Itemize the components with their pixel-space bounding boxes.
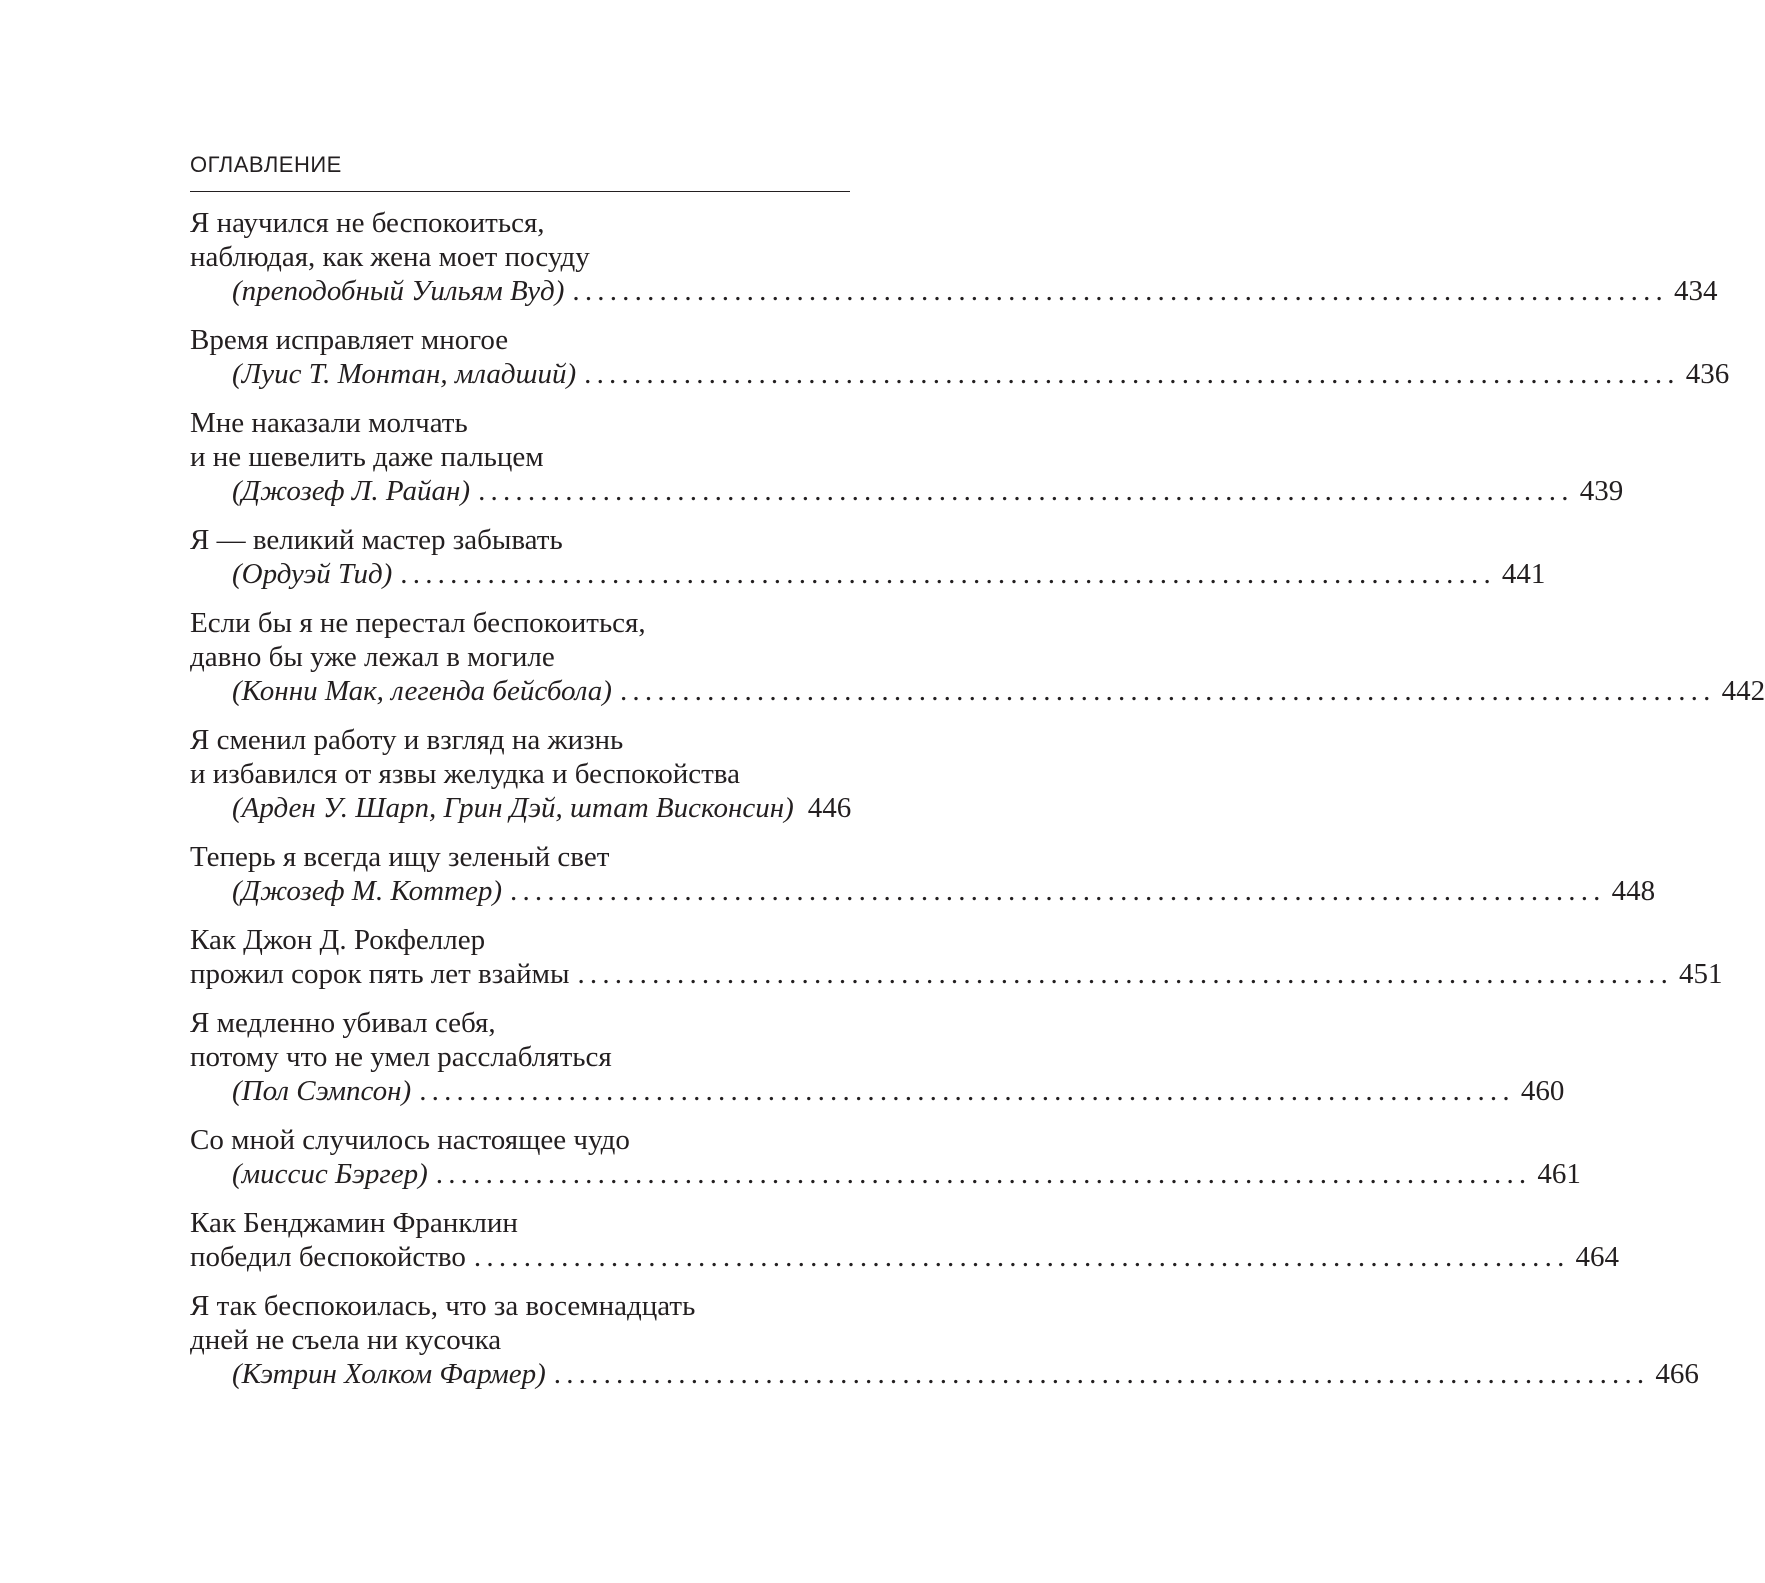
entry-author: (Конни Мак, легенда бейсбола) [232, 675, 612, 707]
toc-entry[interactable] [190, 206, 1718, 308]
entry-title-line: потому что не умел расслабляться [190, 1041, 612, 1073]
entry-page-number: 460 [1520, 1075, 1565, 1107]
dot-leader: ........................................................................................ [400, 558, 1496, 590]
entry-page-number: 439 [1579, 475, 1624, 507]
toc-entry[interactable] [190, 723, 852, 825]
entry-title-line: Я — великий мастер забывать [190, 524, 563, 556]
entry-author: (Джозеф Л. Райан) [232, 475, 471, 507]
entry-author: (миссис Бэргер) [232, 1158, 428, 1190]
entry-leader-line [190, 274, 1718, 308]
dot-leader: ........................................................................................ [577, 958, 1674, 990]
toc-entry[interactable] [190, 840, 1656, 908]
entry-page-number: 442 [1721, 675, 1765, 707]
entry-title-line: дней не съела ни кусочка [190, 1324, 502, 1356]
dot-leader: ........................................................................................ [584, 358, 1680, 390]
entry-title-line: Со мной случилось настоящее чудо [190, 1124, 630, 1156]
toc-entry[interactable] [190, 1123, 1581, 1191]
entry-title-line: давно бы уже лежал в могиле [190, 641, 555, 673]
entry-page-number: 436 [1685, 358, 1730, 390]
entry-page-number: 464 [1575, 1241, 1620, 1273]
entry-title-line: Я так беспокоилась, что за восемнадцать [190, 1290, 696, 1322]
entry-title-line: Если бы я не перестал беспокоиться, [190, 607, 646, 639]
entry-page-number: 466 [1655, 1358, 1699, 1390]
toc-entry[interactable] [190, 323, 1730, 391]
entry-page-number: 441 [1501, 558, 1546, 590]
entry-title-line: Теперь я всегда ищу зеленый свет [190, 841, 610, 873]
table-of-contents [190, 206, 1765, 1406]
dot-leader: ........................................................................................ [553, 1358, 1650, 1390]
toc-entry[interactable] [190, 1289, 1699, 1391]
entry-title-line: Я медленно убивал себя, [190, 1007, 496, 1039]
toc-entry[interactable] [190, 606, 1765, 708]
entry-leader-line [190, 557, 1546, 591]
entry-title-line: Я сменил работу и взгляд на жизнь [190, 724, 624, 756]
dot-leader: ........................................................................................ [478, 475, 1574, 507]
entry-page-number: 448 [1611, 875, 1656, 907]
entry-page-number: 434 [1673, 275, 1718, 307]
entry-leader-line [190, 874, 1656, 908]
entry-title-line: наблюдая, как жена моет посуду [190, 241, 590, 273]
entry-author: (Джозеф М. Коттер) [232, 875, 503, 907]
entry-title-line: Как Бенджамин Франклин [190, 1207, 518, 1239]
entry-title-line: Я научился не беспокоиться, [190, 207, 545, 239]
entry-title-line: Как Джон Д. Рокфеллер [190, 924, 486, 956]
entry-author: (Луис Т. Монтан, младший) [232, 358, 577, 390]
entry-page-number: 451 [1679, 958, 1723, 990]
entry-leader-line [190, 674, 1765, 708]
dot-leader: ........................................................................................ [572, 275, 1668, 307]
dot-leader: ........................................................................................ [435, 1158, 1532, 1190]
entry-leader-line [190, 1074, 1565, 1108]
entry-title-last-line: победил беспокойство [190, 1241, 466, 1273]
entry-author: (Кэтрин Холком Фармер) [232, 1358, 546, 1390]
entry-author: (Пол Сэмпсон) [232, 1075, 412, 1107]
entry-title-line: и не шевелить даже пальцем [190, 441, 544, 473]
entry-title-last-line: прожил сорок пять лет взаймы [190, 958, 570, 990]
entry-leader-line [190, 1157, 1581, 1191]
toc-entry[interactable] [190, 406, 1624, 508]
entry-page-number: 446 [807, 792, 852, 824]
toc-entry[interactable] [190, 1206, 1620, 1274]
entry-leader-line [190, 474, 1624, 508]
dot-leader: ........................................................................................ [473, 1241, 1570, 1273]
entry-author: (преподобный Уильям Вуд) [232, 275, 565, 307]
header-rule [190, 191, 850, 192]
dot-leader: ........................................................................................ [510, 875, 1606, 907]
toc-entry[interactable] [190, 1006, 1565, 1108]
entry-author: (Арден У. Шарп, Грин Дэй, штат Висконсин) [232, 792, 794, 824]
entry-leader-line [190, 791, 852, 825]
entry-author: (Ордуэй Тид) [232, 558, 393, 590]
page-header-title: ОГЛАВЛЕНИЕ [190, 152, 342, 177]
dot-leader: ........................................................................................ [419, 1075, 1515, 1107]
toc-entry[interactable] [190, 523, 1546, 591]
entry-leader-line [190, 1357, 1699, 1391]
toc-entry[interactable] [190, 923, 1723, 991]
entry-leader-line [190, 1240, 1620, 1274]
entry-leader-line [190, 957, 1723, 991]
entry-leader-line [190, 357, 1730, 391]
entry-title-line: и избавился от язвы желудка и беспокойства [190, 758, 740, 790]
entry-page-number: 461 [1537, 1158, 1581, 1190]
dot-leader: ........................................................................................ [619, 675, 1716, 707]
entry-title-line: Мне наказали молчать [190, 407, 468, 439]
entry-title-line: Время исправляет многое [190, 324, 509, 356]
